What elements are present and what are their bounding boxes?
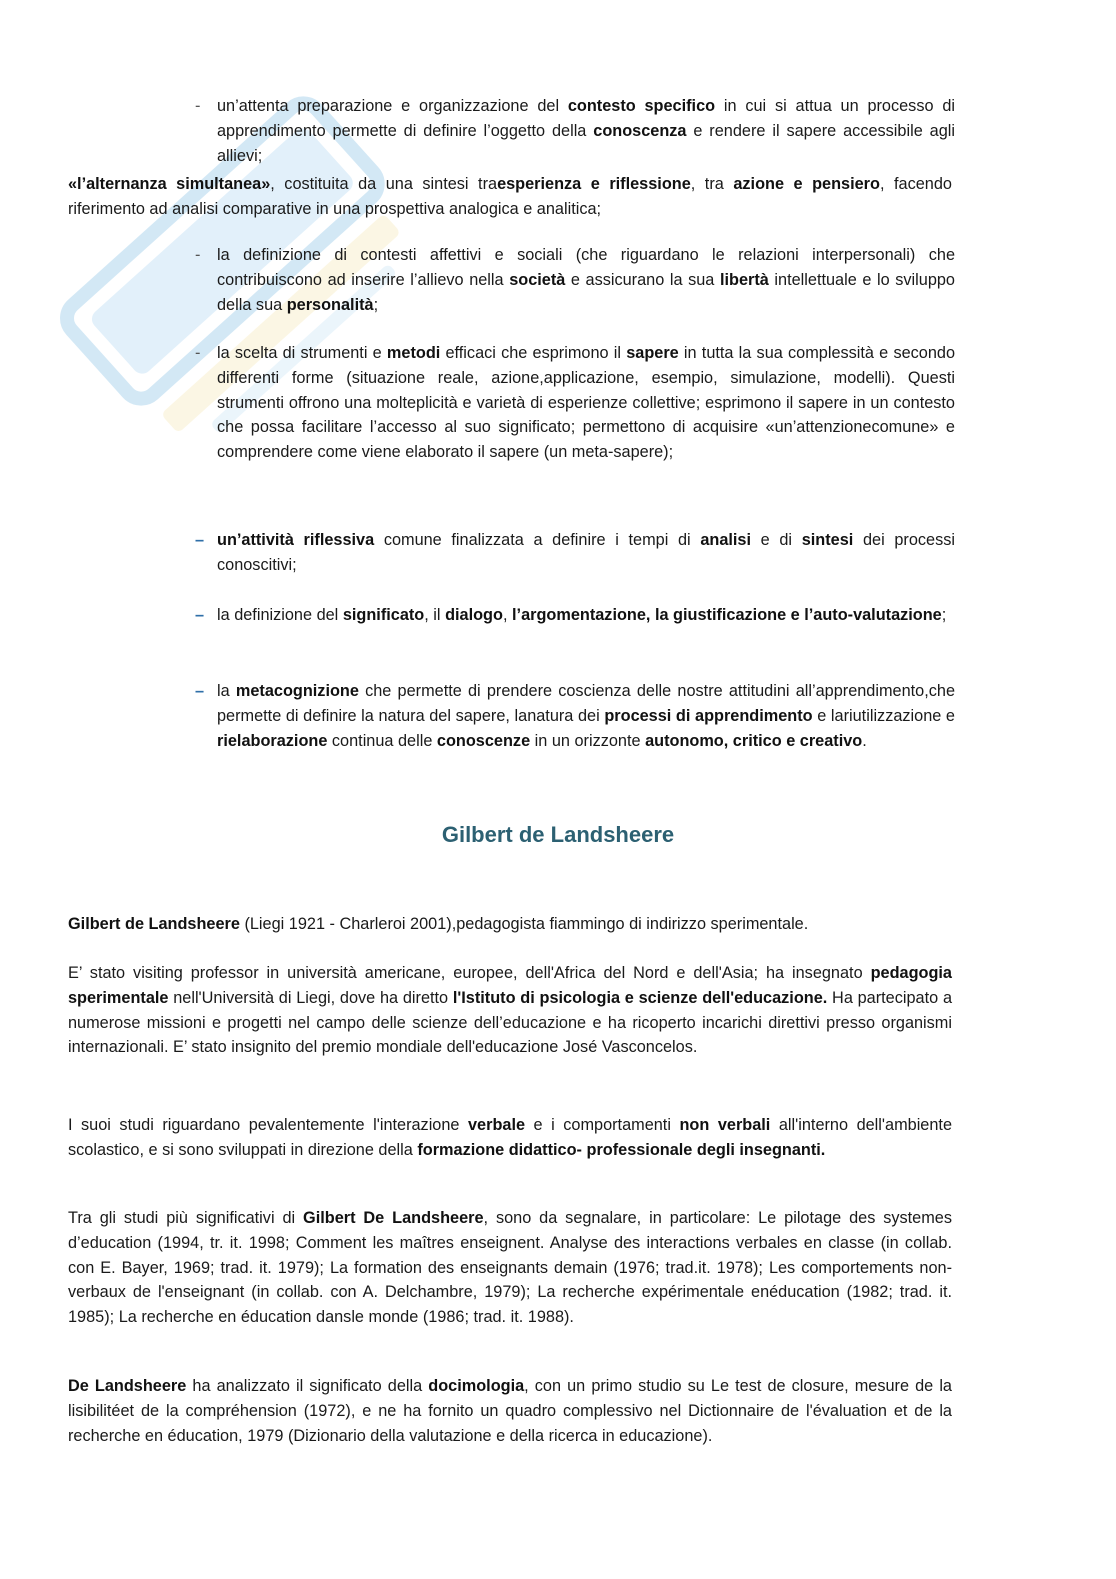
text-run: I suoi studi riguardano pevalentemente l'interazione (68, 1116, 468, 1134)
bold-text: esperienza e riflessione (497, 175, 691, 193)
text-run: , sono da segnalare, in particolare: Le pilotage des systemes d’education (1994, tr. it. 1998; Comment les maîtres enseignent. Analyse des interactions verbales en classe (in collab. con E. Bayer, 1969; trad. it. 1979); La formation des enseignants demain (1976; trad.it. 1978); Les comportements non-verbaux de l'enseignant (in collab. con A. Delchambre, 1979); La recherche expérimentale enéducation (1982; trad. it. 1985); La recherche en éducation dansle monde (1986; trad. it. 1988). (68, 1209, 952, 1327)
bold-text: verbale (468, 1116, 526, 1134)
text-run: che permette di prendere coscienza delle nostre attitudini all’apprendimento,che permette di definire la natura del sapere, lanatura dei (217, 682, 955, 725)
bold-text: processi di apprendimento (604, 706, 813, 725)
bold-text: autonomo, critico e creativo (645, 731, 863, 750)
text-run: la definizione di contesti affettivi e sociali (che riguardano le relazioni interpersonali) che contribuiscono ad inserire l’allievo nella (217, 246, 955, 289)
bold-text: metodi (386, 344, 441, 362)
bold-text: sintesi (801, 531, 854, 549)
text-run: E’ stato visiting professor in università americane, europee, dell'Africa del Nord e dell'Asia; ha insegnato (68, 964, 871, 982)
text-run: un’attenta preparazione e organizzazione del (217, 97, 568, 115)
text-run: continua delle (327, 731, 437, 750)
bullet-dash: – (195, 531, 205, 549)
text-run: ha analizzato il significato della (186, 1377, 429, 1395)
bold-text: significato (342, 606, 425, 624)
bold-text: De Landsheere (68, 1377, 187, 1395)
text-run: Ha partecipato a numerose missioni e progetti nel campo delle scienze dell’educazione e ha ricoperto incarichi direttivi presso organismi internazionali. E’ stato insignito del premio mondiale dell'educazione José Vasconcelos. (68, 988, 952, 1057)
bold-text: un’attività riflessiva (217, 531, 375, 549)
bold-text: libertà (719, 270, 769, 289)
paragraph-alternanza (68, 172, 952, 222)
text-run: e i comportamenti (525, 1116, 680, 1134)
text-run: , costituita da una sintesi tra (270, 175, 498, 193)
text-run: in un orizzonte (530, 731, 646, 750)
bold-text: rielaborazione (217, 731, 328, 750)
paragraph-docimologia (68, 1374, 952, 1448)
bold-text: conoscenze (436, 731, 531, 750)
bold-text: analisi (700, 531, 751, 549)
bold-text: l’argomentazione, la giustificazione e l’auto-valutazione (512, 606, 942, 624)
text-run: e rendere il sapere accessibile agli allievi; (217, 121, 955, 165)
paragraph-opere (68, 1206, 952, 1330)
bold-text: l'Istituto di psicologia e scienze dell'educazione. (452, 988, 828, 1007)
text-run: e lariutilizzazione e (812, 706, 955, 725)
bullet-dash: - (195, 344, 201, 362)
bold-text: personalità (286, 295, 374, 314)
list-item-text (217, 679, 955, 753)
text-run: e di (751, 531, 802, 549)
bullet-dash: - (195, 246, 201, 264)
bold-text: non verbali (679, 1116, 771, 1134)
text-run: ; (373, 295, 379, 314)
text-run: intellettuale e lo sviluppo della sua (217, 270, 955, 314)
bold-text: Gilbert de Landsheere (68, 915, 240, 933)
text-run: ; (941, 606, 947, 624)
list-item-text (217, 603, 955, 628)
bold-text: pedagogia sperimentale (68, 964, 952, 1007)
bullet-dash: - (195, 97, 201, 115)
text-run: , tra (690, 175, 734, 193)
text-run: in tutta la sua complessità e secondo differenti forme (situazione reale, azione,applicazione, esempio, simulazione, modelli). Questi strumenti offrono una molteplicità e varietà di esperienze collettive; esprimono il sapere in un contesto che possa facilitare l’accesso al suo significato; permettono di acquisire «un’attenzionecomune» e comprendere come viene elaborato il sapere (un meta-sapere); (217, 344, 955, 462)
list-item-text (217, 243, 955, 317)
bold-text: formazione didattico- professionale degli insegnanti. (417, 1140, 826, 1159)
text-run: . (862, 731, 867, 750)
text-run: Tra gli studi più significativi di (68, 1209, 304, 1227)
list-item-text (217, 528, 955, 578)
bold-text: sapere (626, 344, 679, 362)
bold-text: contesto specifico (567, 97, 716, 115)
text-run: la scelta di strumenti e (217, 344, 387, 362)
text-run: nell'Università di Liegi, dove ha diretto (168, 988, 453, 1007)
text-run: in cui si attua un processo di apprendimento permette di definire l’oggetto della (217, 97, 955, 140)
list-item-text (217, 341, 955, 465)
list-item-text (217, 94, 955, 168)
text-run: , con un primo studio su Le test de closure, mesure de la lisibilitéet de la compréhension (1972), e ne ha fornito un quadro complessivo nel Dictionnaire de l'évaluation et de la recherche en éducation, 1979 (Dizionario della valutazione e della ricerca in educazione). (68, 1377, 952, 1445)
text-run: , il (424, 606, 446, 624)
bold-text: «l’alternanza simultanea» (68, 175, 271, 193)
text-run: , facendo riferimento ad analisi comparative in una prospettiva analogica e analitica; (68, 175, 952, 218)
bold-text: conoscenza (593, 121, 687, 140)
text-run: la (217, 682, 236, 700)
bold-text: società (509, 270, 566, 289)
text-run: (Liegi 1921 - Charleroi 2001),pedagogista fiammingo di indirizzo sperimentale. (239, 915, 809, 933)
paragraph-visiting (68, 961, 952, 1060)
text-run: e assicurano la sua (565, 270, 720, 289)
bold-text: metacognizione (235, 682, 359, 700)
text-run: dei processi conoscitivi; (217, 531, 955, 574)
text-run: all'interno dell'ambiente scolastico, e si sono sviluppati in direzione della (68, 1116, 952, 1159)
bold-text: docimologia (428, 1377, 525, 1395)
bullet-dash: – (195, 682, 205, 700)
text-run: comune finalizzata a definire i tempi di (374, 531, 701, 549)
bold-text: azione e pensiero (733, 175, 880, 193)
bold-text: dialogo (445, 606, 503, 624)
paragraph-intro (68, 912, 952, 937)
text-run: efficaci che esprimono il (440, 344, 627, 362)
bullet-dash: – (195, 606, 205, 624)
bold-text: Gilbert De Landsheere (303, 1209, 484, 1227)
paragraph-studi (68, 1113, 952, 1163)
section-heading: Gilbert de Landsheere (441, 822, 675, 847)
text-run: , (502, 606, 513, 624)
text-run: la definizione del (217, 606, 343, 624)
